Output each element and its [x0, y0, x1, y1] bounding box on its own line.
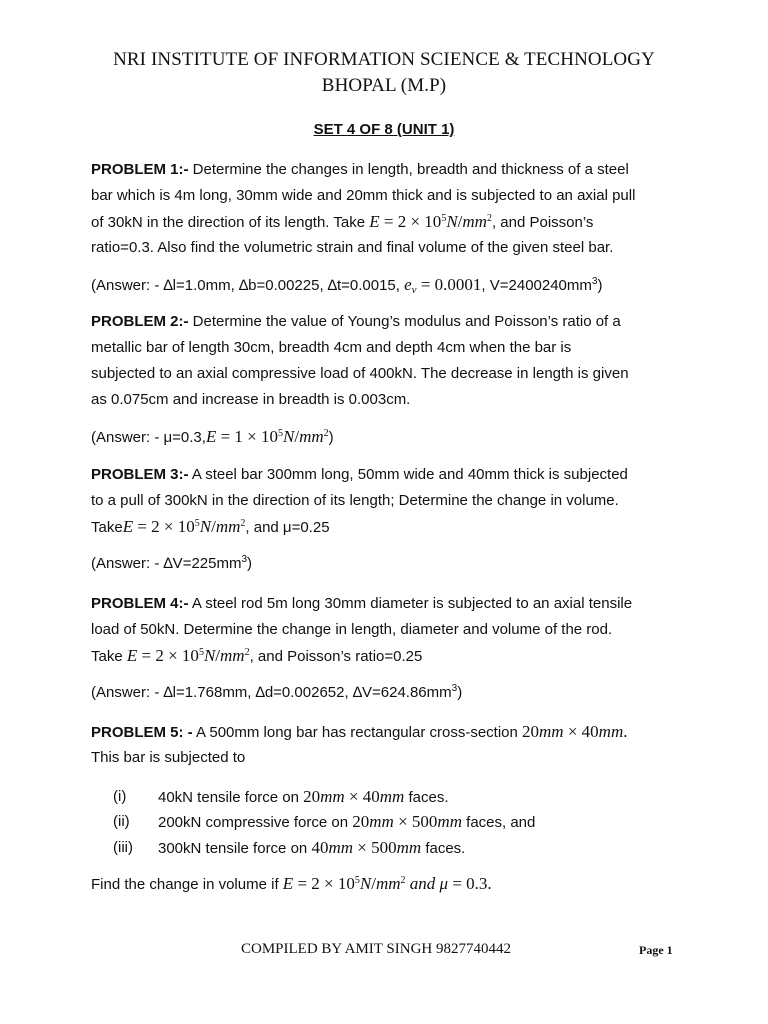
list-number: (iii): [113, 839, 133, 856]
problem-label: PROBLEM 2:-: [91, 313, 189, 330]
problem-2: [91, 309, 691, 413]
problem-text: , and Poisson’s ratio=0.25: [249, 648, 423, 665]
problem-text: of 30kN in the direction of its length. Take: [91, 214, 366, 231]
youngs-modulus-formula: $E = 1 \times 10^5N/mm^2$: [205, 427, 329, 446]
list-text: faces.: [425, 840, 466, 857]
answer-text: ): [328, 429, 334, 446]
volumetric-strain-formula: $e_v = 0.0001$: [404, 275, 482, 296]
problem-text: subjected to an axial compressive load of 400kN. The decrease in length is given: [91, 365, 629, 382]
problem-label: PROBLEM 5: -: [91, 724, 193, 741]
answer-text: , V=2400240mm: [481, 277, 592, 294]
problem-label: PROBLEM 1:-: [91, 161, 189, 178]
face-formula: 40mm × 500mm: [311, 838, 422, 857]
answer-3: (Answer: - $\Delta V=225mm^3$): [91, 554, 253, 572]
problem-text: to a pull of 300kN in the direction of its length; Determine the change in volume.: [91, 492, 619, 509]
list-text: 200kN compressive force on: [158, 814, 349, 831]
final-question: [91, 874, 492, 894]
problem-text: This bar is subjected to: [91, 749, 246, 766]
problem-5: [91, 719, 691, 771]
face-formula: 20mm × 500mm: [352, 812, 462, 831]
problem-text: , and Poisson’s: [491, 214, 594, 231]
problem-text: load of 50kN. Determine the change in length, diameter and volume of the rod.: [91, 621, 613, 638]
problem-text: ratio=0.3. Also find the volumetric strain and final volume of the given steel bar.: [91, 239, 614, 256]
problem-label: PROBLEM 3:-: [91, 466, 189, 483]
list-number: (ii): [113, 813, 130, 830]
problem-text: A 500mm long bar has rectangular cross-section: [196, 724, 518, 741]
set-title: SET 4 OF 8 (UNIT 1): [313, 121, 455, 138]
problem-4: [91, 591, 691, 669]
list-text: faces.: [408, 789, 449, 806]
problem-1: [91, 157, 691, 261]
problem-label: PROBLEM 4:-: [91, 595, 189, 612]
problem-text: A steel rod 5m long 30mm diameter is subjected to an axial tensile: [191, 595, 633, 612]
problem-3: [91, 462, 691, 540]
answer-1: (Answer: - ∆l=1.0mm, ∆b=0.00225, ∆t=0.0015, $e_v = 0.0001$, $V=2400240mm^3$): [91, 275, 603, 296]
final-formula: $E = 2 \times 10^5N/mm^2$ and μ = 0.3.: [282, 874, 492, 893]
institute-name: NRI INSTITUTE OF INFORMATION SCIENCE & TECHNOLOGY: [113, 49, 655, 70]
list-text: faces, and: [466, 814, 536, 831]
problem-text: as 0.075cm and increase in breadth is 0.003cm.: [91, 391, 411, 408]
problem-text: metallic bar of length 30cm, breadth 4cm and depth 4cm when the bar is: [91, 339, 572, 356]
face-formula: 20mm × 40mm: [303, 787, 405, 806]
problem-text: Take: [91, 519, 123, 536]
problem-text: Determine the value of Young’s modulus and Poisson’s ratio of a: [192, 313, 621, 330]
answer-text: (Answer: - ∆l=1.768mm, ∆d=0.002652, ∆V=624.86mm: [91, 684, 452, 701]
answer-text: (Answer: - ∆l=1.0mm, ∆b=0.00225, ∆t=0.0015,: [91, 277, 400, 294]
answer-2: [91, 427, 334, 447]
answer-text: ): [597, 277, 603, 294]
cross-section-formula: 20mm × 40mm.: [522, 722, 628, 741]
answer-text: ): [247, 555, 253, 572]
youngs-modulus-formula: $E = 2 \times 10^5N/mm^2$: [126, 646, 250, 665]
problem-text: , and μ=0.25: [245, 519, 330, 536]
question-text: Find the change in volume if: [91, 876, 279, 893]
list-number: (i): [113, 788, 127, 805]
answer-text: ): [457, 684, 463, 701]
problem-text: Take: [91, 648, 123, 665]
institute-location: BHOPAL (M.P): [321, 75, 447, 96]
answer-4: (Answer: - ∆l=1.768mm, ∆d=0.002652, $\Delta V=624.86mm^3$): [91, 683, 463, 701]
list-text: 300kN tensile force on: [158, 840, 308, 857]
answer-text: (Answer: - ∆V=225mm: [91, 555, 242, 572]
page-number: Page 1: [639, 943, 673, 957]
youngs-modulus-formula: $E = 2 \times 10^5N/mm^2$: [369, 212, 492, 231]
compiled-by-footer: COMPILED BY AMIT SINGH 9827740442: [241, 941, 512, 957]
problem-text: bar which is 4m long, 30mm wide and 20mm thick and is subjected to an axial pull: [91, 187, 636, 204]
list-text: 40kN tensile force on: [158, 789, 299, 806]
youngs-modulus-formula: $E = 2 \times 10^5N/mm^2$: [122, 517, 246, 536]
problem-text: A steel bar 300mm long, 50mm wide and 40mm thick is subjected: [191, 466, 628, 483]
problem-text: Determine the changes in length, breadth and thickness of a steel: [192, 161, 629, 178]
answer-text: (Answer: - μ=0.3,: [91, 429, 206, 446]
